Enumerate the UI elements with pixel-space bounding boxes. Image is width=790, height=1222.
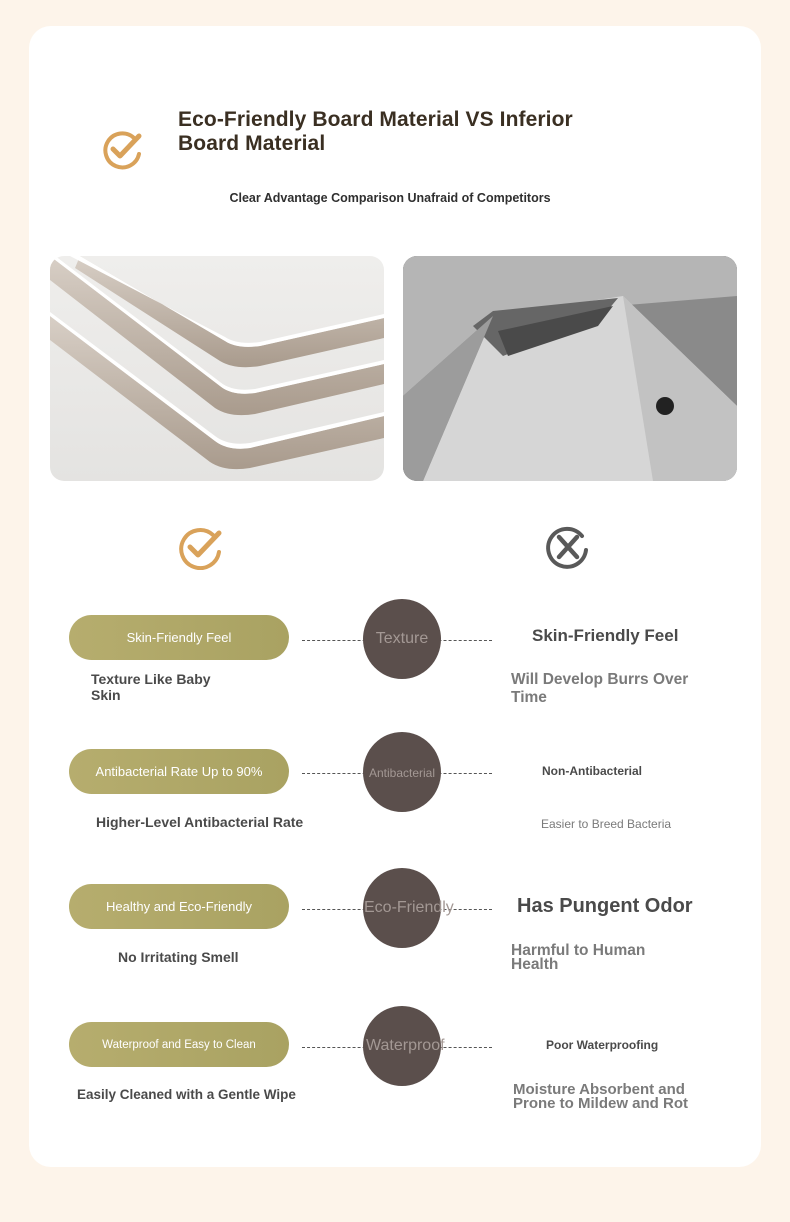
good-feature-description: Texture Like Baby Skin — [91, 671, 211, 703]
bad-feature-title: Poor Waterproofing — [546, 1038, 659, 1052]
good-feature-label: Healthy and Eco-Friendly — [106, 899, 252, 914]
good-feature-pill — [69, 749, 289, 794]
page-title: Eco-Friendly Board Material VS Inferior Board Material — [178, 108, 573, 155]
bad-feature-description: Easier to Breed Bacteria — [541, 817, 672, 831]
page-subtitle: Clear Advantage Comparison Unafraid of Competitors — [229, 191, 551, 205]
good-feature-label: Antibacterial Rate Up to 90% — [95, 764, 263, 779]
eco-board-photo — [50, 256, 384, 481]
aspect-label: Texture — [375, 630, 429, 647]
check-circle-icon — [101, 128, 145, 170]
good-feature-pill — [69, 884, 289, 929]
bad-feature-title: Skin-Friendly Feel — [532, 626, 679, 645]
good-feature-label: Skin-Friendly Feel — [126, 630, 232, 645]
good-feature-pill — [69, 615, 289, 660]
aspect-label: Eco-Friendly — [364, 899, 454, 916]
good-feature-description: Higher-Level Antibacterial Rate — [96, 814, 304, 830]
good-feature-label: Waterproof and Easy to Clean — [102, 1038, 256, 1051]
aspect-label: Antibacterial — [368, 766, 436, 780]
aspect-label: Waterproof — [366, 1037, 445, 1054]
bad-feature-description: Moisture Absorbent and Prone to Mildew and Rot — [513, 1081, 688, 1112]
inferior-board-photo — [403, 256, 737, 481]
bad-x-icon — [544, 524, 592, 570]
bad-feature-title: Non-Antibacterial — [542, 764, 643, 778]
good-feature-pill — [69, 1022, 289, 1067]
bad-feature-description: Harmful to Human Health — [511, 942, 646, 973]
good-feature-description: No Irritating Smell — [118, 949, 239, 965]
good-feature-description: Easily Cleaned with a Gentle Wipe — [77, 1087, 296, 1102]
good-check-icon — [177, 524, 225, 570]
bad-feature-description: Will Develop Burrs Over Time — [511, 671, 689, 706]
bad-feature-title: Has Pungent Odor — [517, 895, 693, 917]
